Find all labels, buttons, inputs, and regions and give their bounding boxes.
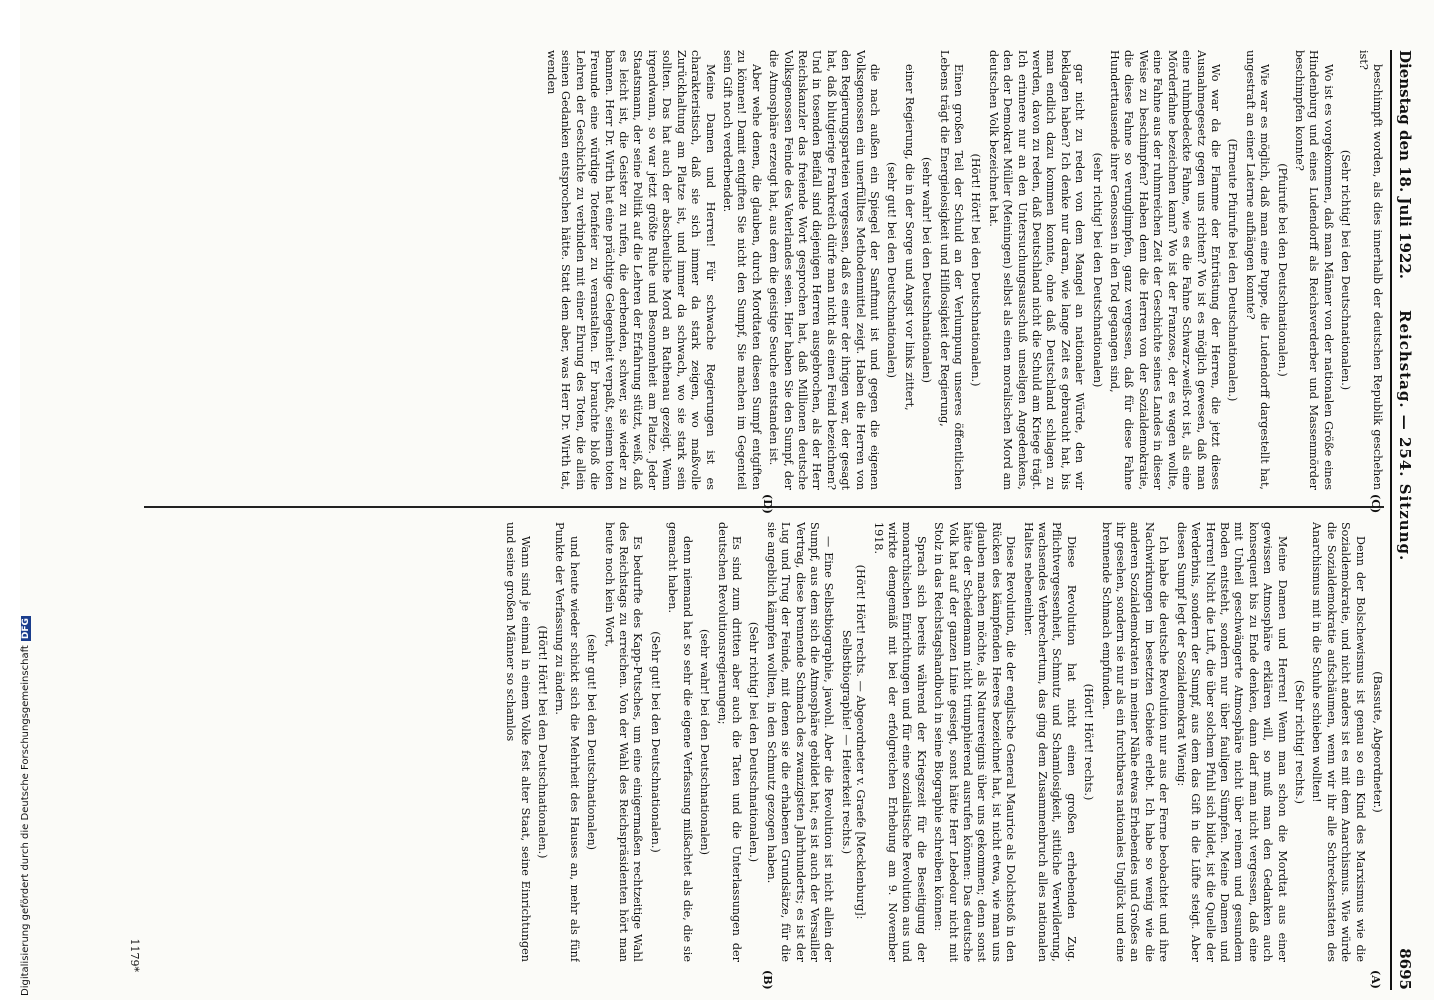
header-session: Reichstag. — 254. Sitzung. bbox=[1396, 310, 1414, 562]
paragraph: (sehr gut! bei den Deutschnationalen) bbox=[885, 161, 899, 379]
paragraph: beschimpft worden, als dies innerhalb der deutschen Republik geschehen ist? bbox=[1356, 50, 1384, 490]
paragraph: (sehr richtig! bei den Deutschnationalen) bbox=[1090, 152, 1104, 388]
paragraph: Meine Damen und Herren! Für schwache Regierungen ist es charakteristisch, daß sie sich immer da stark zeigen, wo maßvolle Zurückhaltung am Platze ist, und immer da schwach, wo sie stark sein sollten. Das hat auch der abscheuliche Mord an Rathenau gezeigt. Wenn irgendwann, so war jetzt größte Ruhe und Besonnenheit am Platze. Jeder Staatsmann, der seine Politik auf die Lehren der Erfahrung stützt, weiß, daß es leicht ist, die Geister zu rufen, die derbenden, schwer, sie wieder zu bannen. Herr Dr. Wirth hat eine prächtige Gelegenheit verpaßt, seinem toten Freunde eine würdige Totenfeier zu veranstalten. Er brauchte bloß die Lehren der Geschichte zu verbinden mit einer Ehrung des Toten, die allein seinen Gedanken entsprochen hätte. Statt dem aber, was Herr Dr. Wirth tat, wenden bbox=[545, 50, 717, 490]
paragraph: Diese Revolution hat nicht einen großen erhebenden Zug. Pflichtvergessenheit, Schmutz und Schamlosigkeit, sittliche Verwilderung, wachsendes Verbrechertum, das ging dem Zusammenbruch alles nationalen Haltes nebeneinher. bbox=[1021, 522, 1078, 962]
text-columns bbox=[144, 50, 1384, 990]
paragraph: und heute wieder schickt sich die Mehrheit des Hauses an, mehr als fünf Punkte der Verfassung zu ändern. bbox=[553, 522, 581, 962]
paragraph: gar nicht zu reden von dem Mangel an nationaler Würde, den wir beklagen haben? Ich denke nur daran, wie lange Zeit es gebraucht hat, bis man endlich dazu kommen konnte, ohne daß Deutschland schlagen zu werden, davon zu reden, daß Deutschland nicht die Schuld am Kriege trägt. Ich erinnere nur an den Untersuchungsausschuß unseligen Angedenkens, den der Demokrat Müller (Meiningen) selbst als einen moralischen Mord am deutschen Volk bezeichnet hat. bbox=[986, 50, 1087, 490]
sheet-signature: 1179* bbox=[128, 938, 141, 972]
paragraph: denn niemand hat so sehr die eigene Verfassung mißachtet als die, die sie gemacht haben. bbox=[666, 522, 694, 962]
paragraph: Wie war es möglich, daß man eine Puppe, die Ludendorff dargestellt hat, ungestraft an einer Laterne aufhängen konnte? bbox=[1243, 50, 1272, 490]
paragraph: (Erneute Pfuirufe bei den Deutschnationalen.) bbox=[1226, 138, 1240, 402]
header-date: Dienstag den 18. Juli 1922. bbox=[1396, 50, 1414, 280]
margin-mark-d: (D) bbox=[761, 494, 774, 514]
paragraph: einer Regierung, die in der Sorge und Angst vor links zittert, bbox=[902, 64, 916, 411]
paragraph: Diese Revolution, die der englische General Maurice als Dolchstoß in den Rücken des kämpfenden Heeres bezeichnet hat, ist nicht etwa, wie man uns glauben machen möchte, als Naturereignis über uns gekommen; denn sonst hätte der Scheidemann nicht triumphierend ausrufen können: Das deutsche Volk hat auf der ganzen Linie gesiegt, sonst hätte Herr Lebedour nicht mit Stolz in das Reichstagshandbuch in seine Biographie schreiben können: bbox=[932, 522, 1018, 962]
paragraph: (Hört! Hört! bei den Deutschnationalen.) bbox=[969, 153, 983, 387]
dfg-logo: DFG bbox=[21, 618, 31, 640]
footer-text: Digitalisierung gefördert durch die Deutsche Forschungsgemeinschaft bbox=[20, 645, 31, 996]
left-column bbox=[144, 50, 1384, 490]
margin-mark-b: (B) bbox=[761, 970, 774, 990]
paragraph: Wo ist es vorgekommen, daß man Männer von der nationalen Größe eines Hindenburg und eines Ludendorff als Reichsverderber und Massenmörder beschimpfen konnte? bbox=[1292, 50, 1335, 490]
paragraph: Einen großen Teil der Schuld an der Verlumpung unseres öffentlichen Lebens trägt die Energielosigkeit und Hilflosigkeit der Regierung, bbox=[937, 50, 966, 490]
paragraph: Denn der Bolschewismus ist genau so ein Kind des Marxismus wie die Sozialdemokratie, und nicht anders ist es mit dem Anarchismus. Wie würde die Sozialdemokratie aufschäumen, wenn wir ihr alle Schreckenstaten des Anarchismus mit in die Schuhe schieben wollten! bbox=[1310, 522, 1367, 962]
paragraph: Ich habe die deutsche Revolution nur aus der Ferne beobachtet und ihre Nachwirkungen im besetzten Gebiete erlebt. Ich habe so wenig wie die anderen Sozialdemokraten in meiner Nähe etwas Erhebendes und Großes an ihr gesehen, sondern sie nur als ein furchtbares nationales Unglück und eine brennende Schmach empfunden. bbox=[1099, 522, 1171, 962]
paragraph: (sehr gut! bei den Deutschnationalen) bbox=[585, 633, 599, 851]
paragraph: Aber wehe denen, die glauben, durch Mordtaten diesen Sumpf entgiften zu können! Damit entgiften Sie nicht den Sumpf, Sie machen im Gegenteil sein Gift noch verderbender. bbox=[720, 50, 763, 490]
page-header bbox=[1390, 50, 1420, 990]
margin-mark-c: (C) bbox=[1369, 494, 1382, 514]
paragraph: — Eine Selbstbiographie, jawohl. Aber die Revolution ist nicht allein der Sumpf, aus dem sich die Atmosphäre gebildet hat; es ist auch der Versailler Vertrag, diese brennende Schmach des zwanzigsten Jahrhunderts; es ist der Lug und Trug der Feinde, mit denen sie die erhabenen Grundsätze, für die sie angeblich kämpfen wollten, in den Schmutz gezogen haben. bbox=[764, 522, 836, 962]
paragraph: (Sehr richtig! bei den Deutschnationalen.) bbox=[747, 621, 761, 863]
paragraph: Wo war da die Flamme der Entrüstung der Herren, die jetzt dieses Ausnahmegesetz gegen uns richten? Wo ist es möglich gewesen, daß man eine ruhmbedeckte Fahne, wie es die Fahne Schwarz-weiß-rot ist, als eine Mörderfahne bezeichnen kann? Wo ist der Franzose, der es wagen wollte, eine Fahne aus der ruhmreichen Zeit der Geschichte seines Landes in dieser Weise zu beschimpfen? Haben denn die Herren von der Sozialdemokratie, die diese Fahne so verunglimpfen, ganz vergessen, daß für diese Fahne Hunderttausende ihrer Genossen in den Tod gegangen sind, bbox=[1108, 50, 1222, 490]
paragraph: (Hört! Hört! rechts. — Abgeordneter v. Graefe [Mecklenburg]: Selbstbiographie! — Heiterkeit rechts.) bbox=[839, 564, 868, 920]
paragraph: Meine Damen und Herren! Wenn man schon die Mordtat aus einer gewissen Atmosphäre erklären will, so muß man den Gedanken auch konsequent bis zu Ende denken, dann darf man nicht vergessen, daß eine mit Unheil geschwängerte Atmosphäre nicht über reinem und gesundem Boden entsteht, sondern nur über fauligen Sümpfen. Meine Damen und Herren! Nicht die Luft, die über solchem Pfuhl sich bildet, ist die Quelle der Verderbnis, sondern der Sumpf, aus dem das Gift in die Lüfte steigt. Aber diesen Sumpf legt der Sozialdemokrat Wienig: bbox=[1174, 522, 1289, 962]
page-number: 8695 bbox=[1396, 948, 1414, 990]
paragraph: (Sehr gut! bei den Deutschnationalen.) bbox=[648, 631, 662, 853]
margin-mark-a: (A) bbox=[1369, 970, 1382, 989]
rotated-page-content bbox=[100, 50, 1420, 990]
paragraph: (Pfuirufe bei den Deutschnationalen.) bbox=[1275, 163, 1289, 377]
scanned-page bbox=[20, 0, 1434, 1000]
paragraph: Es sind zum dritten aber auch die Taten und die Unterlassungen der deutschen Revolutionsregierungen; bbox=[715, 522, 743, 962]
paragraph: (Hört! Hört! rechts.) bbox=[1082, 683, 1096, 801]
footer bbox=[20, 606, 34, 996]
paragraph: (sehr wahr! bei den Deutschnationalen) bbox=[920, 157, 934, 383]
paragraph: Es bedurfte des Kapp-Putsches, um eine einigermaßen rechtzeitige Wahl des Reichstags zu erreichen. Von der Wahl des Reichspräsidenten hört man heute noch kein Wort, bbox=[602, 522, 645, 962]
paragraph: (Hört! Hört! bei den Deutschnationalen.) bbox=[536, 625, 550, 859]
paragraph: (Sehr richtig! bei den Deutschnationalen.) bbox=[1339, 149, 1353, 391]
paragraph: Sprach sich bereits während der Kriegszeit für die Beseitigung der monarchischen Einrichtungen und für eine sozialistische Revolution aus und wirkte demgemäß mit bei der erfolgreichen Erhebung am 9. November 1918. bbox=[871, 522, 928, 962]
paragraph: (Bassute, Abgeordneter.) bbox=[1371, 671, 1384, 813]
paragraph: die nach außen ein Spiegel der Sanftmut ist und gegen die eigenen Volksgenossen ein unerfülltes Methodenmittel zeigt. Haben die Herren von den Regierungsparteien vergessen, daß es einer der ihrigen war, der gesagt hat, daß blutgierige Frankreich dürfe man nicht als einen Feind bezeichnen? Und in tosenden Beifall sind diejenigen Herren ausgebrochen, als der Herr Reichskanzler das freiende Wort gesprochen hat, daß Millionen deutsche Volksgenossen Feinde des Vaterlandes seien. Hier haben Sie den Sumpf, der die Atmosphäre erzeugt hat, aus dem die geistige Seuche entstanden ist. bbox=[767, 50, 881, 490]
right-column bbox=[144, 522, 1384, 962]
paragraph: (Sehr richtig! rechts.) bbox=[1292, 679, 1306, 805]
paragraph: (sehr wahr! bei den Deutschnationalen) bbox=[698, 629, 712, 855]
paragraph: Wann sind je einmal in einem Volke fest alter Staat, seine Einrichtungen und seine großen Männer so schamlos bbox=[504, 522, 532, 962]
